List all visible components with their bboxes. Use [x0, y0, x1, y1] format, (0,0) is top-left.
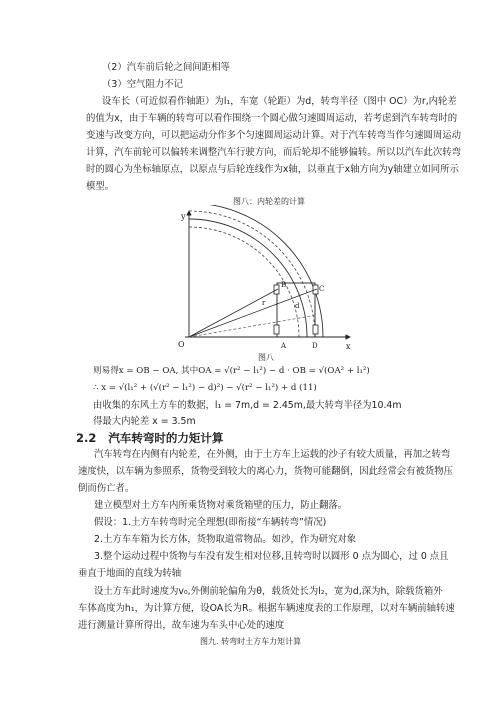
section-heading	[76, 431, 223, 445]
section-para-line: 速度快，以车辆为参照系，货物受到较大的离心力，货物可能翻倒，因此经常会有被货物压	[78, 466, 454, 477]
model-para-line: 的值为x，由于车辆的转弯可以看作围绕一个圆心做匀速圆周运动，若考虑到汽车转弯时的	[86, 113, 458, 124]
figure-9-caption: 图九. 转弯时土方车力矩计算	[200, 637, 302, 646]
label-A: A	[281, 342, 287, 350]
section-number: 2.2	[76, 431, 97, 445]
equation-main: x = OB − OA, 其中OA = √(r² − l₁²) − d · OB = √(OA² + l₁²)	[118, 366, 370, 376]
figure-8-title: 图八：内轮差的计算	[233, 197, 305, 206]
model-para-line: 设车长（可近似看作轴距）为l₁，车宽（轮距）为d，转弯半径（图中 OC）为r,内轮差	[102, 96, 457, 107]
speed-para-line: 车体高度为h₁，为计算方便，设OA长为R。根据车辆速度表的工作原理，以对车辆前轴转速	[78, 603, 455, 614]
model-line: 建立模型对土方车内所乘货物对乘货箱壁的压力，防止翻落。	[94, 500, 348, 511]
assumption-line: 垂直于地面的直线为转轴	[78, 568, 182, 579]
assumption-line: 3.整个运动过程中货物与车没有发生相对位移,且转弯时以圆形 0 点为圆心，过 0 点且	[94, 551, 449, 562]
section-para-line: 倒而伤亡者。	[78, 483, 135, 494]
arc-inner	[189, 219, 307, 337]
label-r: r	[262, 299, 266, 307]
model-para-line: 变速与改变方向，可以把运动分作多个匀速圆周运动计算。对于汽车转弯当作匀速圆周运动	[86, 130, 462, 141]
label-x: x	[346, 342, 351, 351]
wheel	[313, 325, 318, 334]
label-O: O	[178, 340, 185, 349]
equation-therefore: ∴ x = √(l₁² + (√(r² − l₁²) − d)²) − √(r² − l₁²) + d (11)	[93, 383, 317, 393]
model-para-line: 计算，汽车前轮可以偏转来调整汽车行驶方向，而后轮却不能够偏转。所以以汽车此次转弯	[86, 147, 462, 158]
section-title: 汽车转弯时的力矩计算	[108, 431, 224, 445]
section-para-line: 汽车转弯在内侧有内轮差，在外侧，由于土方车上运载的沙子有较大质量，再加之转弯	[94, 449, 451, 460]
model-para-line: 时的圆心为坐标轴原点，以原点与后轮连线作为x轴，以垂直于x轴方向为y轴建立如同所示	[86, 164, 459, 175]
figure-8-caption: 图八	[258, 353, 274, 362]
result-value: 得最大内轮差 x = 3.5m	[93, 416, 196, 427]
label-d: d	[295, 302, 300, 310]
wheel	[274, 325, 279, 334]
equation-prefix: 则易得	[93, 366, 119, 376]
label-C: C	[319, 285, 325, 293]
label-B: B	[281, 281, 287, 289]
arc-outer-dashed	[189, 211, 315, 337]
condition-item-3: （3）空气阻力不记	[102, 79, 183, 90]
assumption-line: 假设：1.土方车转弯时完全理想(即衔接“车辆转弯”情况)	[94, 517, 327, 528]
speed-para-line: 进行测量计算所得出，故车速为车头中心处的速度	[78, 620, 285, 631]
radius-OA	[189, 289, 278, 337]
condition-item-2: （2）汽车前后轮之间间距相等	[102, 62, 230, 73]
radius-OC	[189, 289, 317, 337]
assumption-line: 2.土方车车箱为长方体，货物取道常物品。如沙，作为研究对象	[94, 534, 357, 545]
label-y: y	[181, 212, 186, 221]
equation-result	[93, 366, 370, 377]
speed-para-line: 设土方车此时速度为v₀,外侧前轮偏角为θ，载货处长为l₂，宽为d,深为h，除载货箱外	[94, 586, 443, 597]
radius-dashed	[189, 315, 317, 337]
model-para-line: 模型。	[86, 181, 115, 192]
data-line: 由收集的东风土方车的数据，l₁ = 7m,d = 2.45m,最大转弯半径为10.4m	[93, 400, 402, 411]
figure-8-diagram	[0, 205, 500, 365]
label-D: D	[312, 342, 318, 350]
